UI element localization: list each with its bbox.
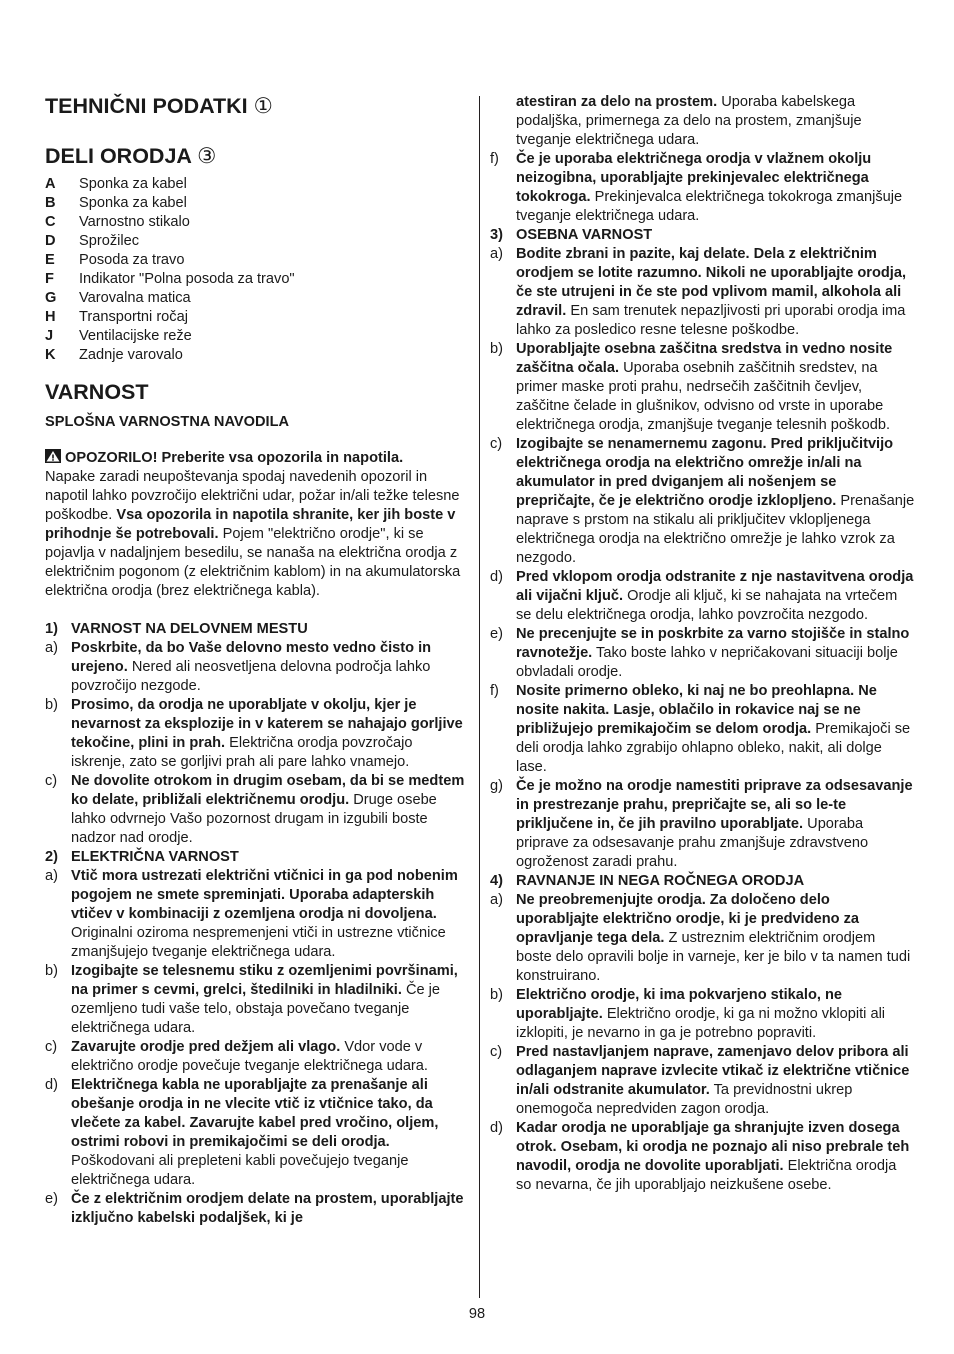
list-item: b) Izogibajte se telesnemu stiku z ozemljenimi površinami, na primer s cevmi, grelci, štedilniki in hladilniki. Če je ozemljeno tudi vaše telo, obstaja povečano tveganje električnega udara. bbox=[45, 963, 458, 1036]
list-item: E Posoda za travo bbox=[45, 252, 185, 268]
list-item: c) Izogibajte se nenamernemu zagonu. Pred priključitvijo električnega orodja na električno omrežje in/ali na akumulator in pred dviganjem ali nošenjem se prepričajte, če je električno orodje izklopljeno. Prenašanje naprave s prstom na stikalu ali priključitev vklopljenega električnega orodja na električno omrežje je lahko vzrok za nezgodo. bbox=[490, 436, 915, 566]
warning-icon bbox=[45, 449, 61, 463]
list-item: d) Kadar orodja ne uporabljaje ga shranjujte izven dosega otrok. Osebam, ki orodja ne poznajo ali niso prebrale teh navodil, orodja ne dovolite uporabljati. Električna orodja so nevarna, če jih uporabljajo neizkušene osebe. bbox=[490, 1120, 910, 1193]
section-3-title: 3) OSEBNA VARNOST bbox=[490, 227, 653, 243]
heading-safety: VARNOST bbox=[45, 380, 149, 404]
list-item: c) Pred nastavljanjem naprave, zamenjavo delov pribora ali odlaganjem naprave izvlecite vtikač iz električne vtičnice in/ali odstranite akumulator. Ta previdnostni ukrep onemogoča nepredviden zagon orodja. bbox=[490, 1044, 910, 1117]
list-item: G Varovalna matica bbox=[45, 290, 191, 306]
list-item: F Indikator "Polna posoda za travo" bbox=[45, 271, 295, 287]
section-1-title: 1) VARNOST NA DELOVNEM MESTU bbox=[45, 621, 308, 637]
list-item: c) Ne dovolite otrokom in drugim osebam, da bi se medtem ko delate, približali električnemu orodju. Druge osebe lahko odvrnejo Vašo pozornost drugam in izgubili boste nadzor nad orodje. bbox=[45, 773, 465, 846]
warning-paragraph: OPOZORILO! Preberite vsa opozorila in napotila. Napake zaradi neupoštevanja spodaj navedenih opozoril in napotil lahko povzročijo električni udar, požar in/ali težke telesne poškodbe. Vsa opozorila in napotila shranite, ker jih boste v prihodnje še potrebovali. Pojem "električno orodje", ki se pojavlja v nadaljnjem besedilu, se nanaša na električna orodja z električnim pogonom (z električnim kablom) in na akumulatorska električna orodja (brez električnega kabla). bbox=[45, 450, 461, 599]
heading-technical-data: TEHNIČNI PODATKI ① bbox=[45, 94, 273, 118]
list-item: f) Nosite primerno obleko, ki naj ne bo preohlapna. Ne nosite nakita. Lasje, oblačilo in rokavice naj se ne približujejo premikajočim se delom orodja. Premikajoči se deli orodja lahko zgrabijo ohlapno obleko, nakit, ali dolge lase. bbox=[490, 683, 911, 775]
heading-tool-parts: DELI ORODJA ③ bbox=[45, 144, 217, 168]
column-divider bbox=[479, 96, 480, 1298]
list-item: a) Poskrbite, da bo Vaše delovno mesto vedno čisto in urejeno. Nered ali neosvetljena delovna področja lahko povzročijo nezgode. bbox=[45, 640, 432, 694]
list-item: B Sponka za kabel bbox=[45, 195, 187, 211]
list-item-continuation: atestiran za delo na prostem. Uporaba kabelskega podaljška, primernega za delo na prostem, zmanjšuje tveganje električnega udara. bbox=[516, 94, 862, 148]
section-4-title: 4) RAVNANJE IN NEGA ROČNEGA ORODJA bbox=[490, 873, 805, 889]
list-item: d) Električnega kabla ne uporabljajte za prenašanje ali obešanje orodja in ne vlecite vtič iz vtičnice tako, da vlečete za kabel. Zavarujte kabel pred vročino, oljem, ostrimi robovi in premikajočimi se deli orodja. Poškodovani ali prepleteni kabli povečujejo tveganje električnega udara. bbox=[45, 1077, 439, 1188]
list-item: H Transportni ročaj bbox=[45, 309, 188, 325]
parts-list bbox=[45, 175, 467, 365]
left-column bbox=[45, 93, 467, 1228]
list-item: a) Ne preobremenjujte orodja. Za določeno delo uporabljajte električno orodje, ki je predvideno za opravljanje tega dela. Z ustreznim električnim orodjem boste delo opravili bolje in varneje, ker je bilo v ta namen tudi konstruirano. bbox=[490, 892, 911, 984]
list-item: b) Uporabljajte osebna zaščitna sredstva in vedno nosite zaščitna očala. Uporaba osebnih zaščitnih sredstev, na primer maske proti prahu, nedrsečih zaščitnih čevljev, zaščitne čelade in glušnikov, odvisno od vrste in uporabe električnega orodja, zmanjšuje tveganje telesnih poškodb. bbox=[490, 341, 893, 433]
list-item: a) Vtič mora ustrezati električni vtičnici in ga pod nobenim pogojem ne smete spreminjati. Uporaba adapterskih vtičev v kombinaciji z ozemljena orodja ni dovoljena. Originalni oziroma nespremenjeni vtiči in ustrezne vtičnice zmanjšujejo tveganje električnega udara. bbox=[45, 868, 458, 960]
list-item: D Sprožilec bbox=[45, 233, 140, 249]
list-item: f) Če je uporaba električnega orodja v vlažnem okolju neizogibna, uporabljajte prekinjevalec električnega tokokroga. Prekinjevalca električnega tokokroga zmanjšuje tveganje električnega udara. bbox=[490, 151, 903, 224]
list-item: C Varnostno stikalo bbox=[45, 214, 190, 230]
list-item: A Sponka za kabel bbox=[45, 176, 187, 192]
list-item: J Ventilacijske reže bbox=[45, 328, 192, 344]
list-item: K Zadnje varovalo bbox=[45, 347, 183, 363]
list-item: e) Če z električnim orodjem delate na prostem, uporabljajte izključno kabelski podaljšek, ki je bbox=[45, 1191, 464, 1226]
right-column bbox=[490, 93, 915, 1195]
section-2-title: 2) ELEKTRIČNA VARNOST bbox=[45, 849, 239, 865]
list-item: c) Zavarujte orodje pred dežjem ali vlago. Vdor vode v električno orodje povečuje tveganje električnega udara. bbox=[45, 1039, 428, 1074]
list-item: b) Električno orodje, ki ima pokvarjeno stikalo, ne uporabljajte. Električno orodje, ki ga ni možno vklopiti ali izklopiti, je nevarno in ga je potrebno popraviti. bbox=[490, 987, 886, 1041]
list-item: e) Ne precenjujte se in poskrbite za varno stojišče in stalno ravnotežje. Tako boste lahko v nepričakovani situaciji bolje obvladali orodje. bbox=[490, 626, 910, 680]
list-item: b) Prosimo, da orodja ne uporabljate v okolju, kjer je nevarnost za eksplozije in v katerem se nahajajo gorljive tekočine, plini in prah. Električna orodja povzročajo iskrenje, zato se gorljivi prah ali pare lahko vnamejo. bbox=[45, 697, 463, 770]
list-item: d) Pred vklopom orodja odstranite z nje nastavitvena orodja ali vijačni ključ. Orodje ali ključ, ki se nahajata na vrtečem se delu električnega orodja, lahko povzročita nezgodo. bbox=[490, 569, 914, 623]
list-item: a) Bodite zbrani in pazite, kaj delate. Dela z električnim orodjem se lotite razumno. Nikoli ne uporabljajte orodja, če ste utrujeni in če ste pod vplivom mamil, alkohola ali zdravil. En sam trenutek nepazljivosti pri uporabi orodja ima lahko za posledico resne telesne poškodbe. bbox=[490, 246, 907, 338]
page-number: 98 bbox=[468, 1306, 486, 1322]
list-item: g) Če je možno na orodje namestiti priprave za odsesavanje in prestrezanje prahu, prepričajte se, ali so le-te priključene in, če jih pravilno uporabljate. Uporaba priprave za odsesavanje prahu zmanjšuje zdravstveno ogroženost zaradi prahu. bbox=[490, 778, 913, 870]
subheading-general-safety: SPLOŠNA VARNOSTNA NAVODILA bbox=[45, 414, 290, 430]
